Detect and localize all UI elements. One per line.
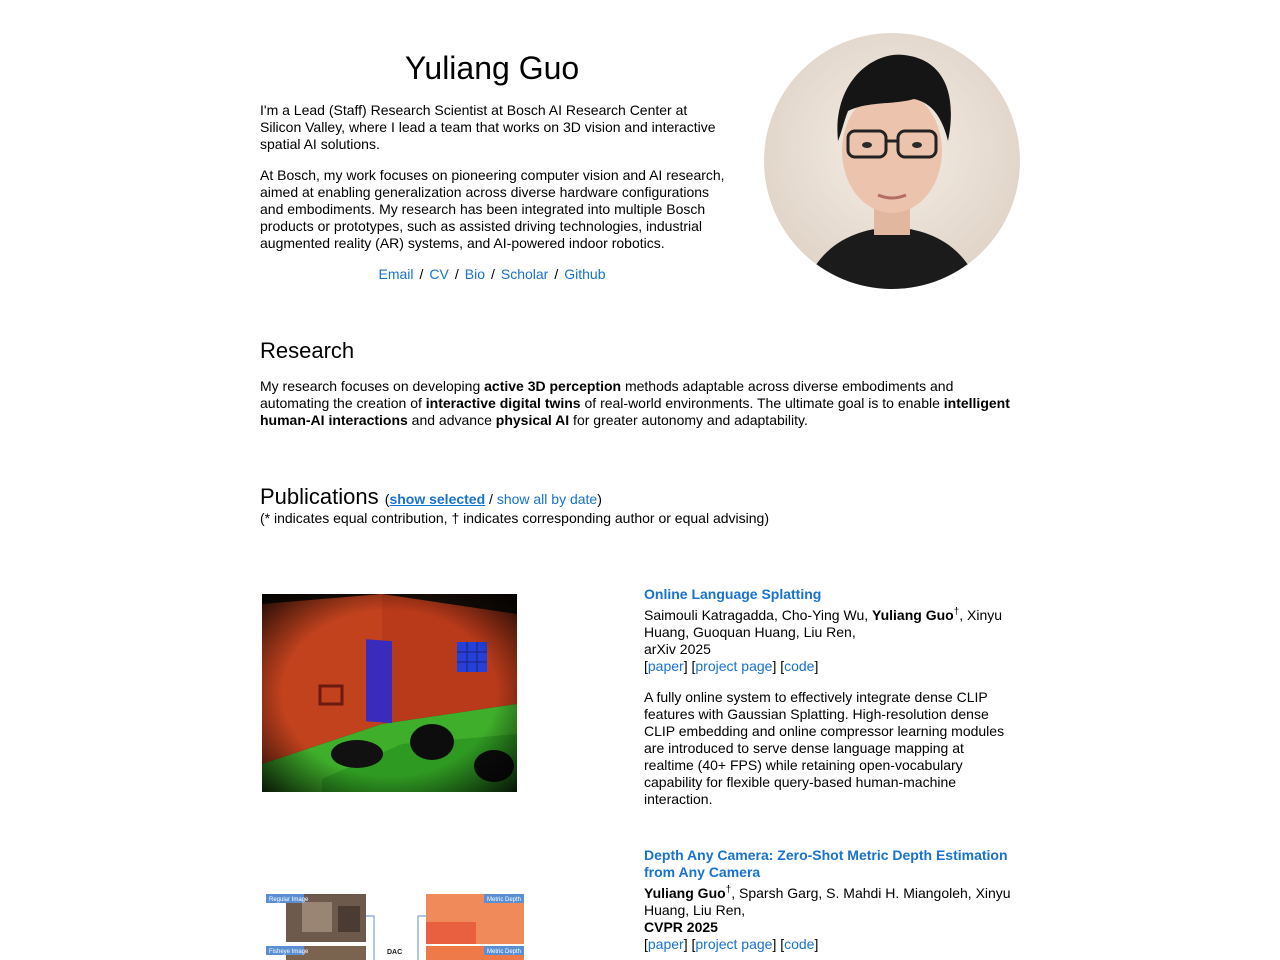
bio-work: At Bosch, my work focuses on pioneering computer vision and AI research, aimed at enabling generalization across diverse hardware configurations and embodiments. My research has been integrated into multiple Bosch products or prototypes, such as assisted driving technologies, industrial augmented reality (AR) systems, and AI-powered indoor robotics. bbox=[260, 167, 725, 251]
show-selected-link[interactable]: show selected bbox=[389, 491, 486, 507]
fig-label: Metric Depth bbox=[487, 949, 522, 955]
publication-authors: Saimouli Katragadda, Cho-Ying Wu, Yuliang Guo†, Xinyu Huang, Guoquan Huang, Liu Ren, bbox=[644, 606, 1003, 640]
scholar-link[interactable]: Scholar bbox=[500, 266, 549, 282]
publication-title-link[interactable]: Depth Any Camera: Zero-Shot Metric Depth Estimation from Any Camera bbox=[644, 847, 1008, 880]
publication-links: [paper] [project page] [code] bbox=[644, 658, 819, 674]
avatar bbox=[764, 33, 1020, 289]
page-title: Yuliang Guo bbox=[404, 50, 580, 86]
publication-title-link[interactable]: Online Language Splatting bbox=[644, 586, 822, 602]
fig-label: DAC bbox=[387, 949, 403, 956]
link-separator: / bbox=[554, 266, 559, 282]
paper-link[interactable]: paper bbox=[647, 936, 684, 952]
publication-thumbnail bbox=[262, 892, 528, 960]
project-page-link[interactable]: project page bbox=[695, 936, 773, 952]
show-all-by-date-link[interactable]: show all by date bbox=[496, 491, 598, 507]
research-summary: My research focuses on developing active 3D perception methods adaptable across diverse embodiments and automating the creation of interactive digital twins of real-world environments. The ultimate goal is to enable intelligent human-AI interactions and advance physical AI for greater autonomy and adaptability. bbox=[260, 378, 1010, 428]
publication-item bbox=[644, 586, 1016, 808]
publication-thumbnail bbox=[262, 594, 517, 792]
language-splatting-figure bbox=[262, 594, 517, 792]
fig-label: Regular Image bbox=[269, 897, 309, 903]
publication-description: A fully online system to effectively integrate dense CLIP features with Gaussian Splatting. High-resolution dense CLIP embedding and online compressor learning modules are introduced to serve dense language mapping at realtime (40+ FPS) while retaining open-vocabulary capability for flexible query-based human-machine interaction. bbox=[644, 689, 1005, 807]
publication-item bbox=[644, 847, 1016, 953]
email-link[interactable]: Email bbox=[378, 266, 414, 282]
publication-links: [paper] [project page] [code] bbox=[644, 936, 819, 952]
publication-filter: (show selected / show all by date) bbox=[384, 491, 602, 507]
publication-authors: Yuliang Guo†, Sparsh Garg, S. Mahdi H. Miangoleh, Xinyu Huang, Liu Ren, bbox=[644, 884, 1011, 918]
depth-any-camera-figure bbox=[262, 892, 528, 960]
link-separator: / bbox=[454, 266, 459, 282]
code-link[interactable]: code bbox=[784, 936, 815, 952]
bio-link[interactable]: Bio bbox=[464, 266, 485, 282]
paper-link[interactable]: paper bbox=[647, 658, 684, 674]
code-link[interactable]: code bbox=[784, 658, 815, 674]
publication-venue: arXiv 2025 bbox=[644, 641, 711, 657]
project-page-link[interactable]: project page bbox=[695, 658, 773, 674]
avatar-portrait-illustration bbox=[764, 33, 1020, 289]
cv-link[interactable]: CV bbox=[429, 266, 449, 282]
link-separator: / bbox=[490, 266, 495, 282]
profile-links bbox=[260, 266, 724, 283]
publication-venue: CVPR 2025 bbox=[644, 919, 718, 935]
publications-heading: Publications (show selected / show all by date) bbox=[260, 484, 602, 509]
link-separator: / bbox=[419, 266, 424, 282]
github-link[interactable]: Github bbox=[564, 266, 606, 282]
authorship-note: (* indicates equal contribution, † indicates corresponding author or equal advising) bbox=[260, 510, 769, 526]
research-heading: Research bbox=[260, 338, 355, 363]
bio-intro: I'm a Lead (Staff) Research Scientist at Bosch AI Research Center at Silicon Valley, where I lead a team that works on 3D vision and interactive spatial AI solutions. bbox=[260, 102, 716, 152]
fig-label: Fisheye Image bbox=[269, 949, 309, 955]
fig-label: Metric Depth bbox=[487, 897, 522, 903]
